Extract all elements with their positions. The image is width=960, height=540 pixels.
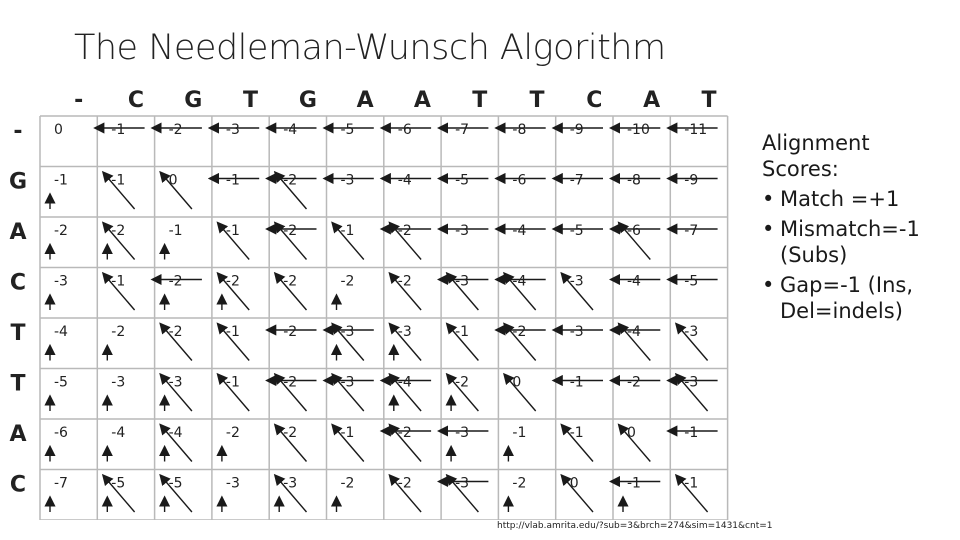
cell-value: -1: [455, 324, 470, 340]
cell-value: -7: [684, 223, 699, 239]
cell-value: -7: [455, 122, 470, 138]
cell-value: -5: [168, 475, 183, 492]
cell-value: -5: [54, 374, 68, 391]
cell-value: -5: [455, 172, 470, 189]
cell-value: -11: [684, 122, 708, 138]
alignment-scores-panel: [762, 130, 952, 324]
bullet-icon: •: [762, 273, 775, 297]
cell-value: -4: [512, 273, 527, 290]
cell-value: -1: [684, 425, 699, 441]
cell-value: 0: [168, 172, 178, 189]
cell-value: -3: [684, 324, 699, 340]
matrix-grid: [40, 116, 728, 520]
cell-value: -2: [111, 223, 126, 239]
score-list: [762, 186, 952, 324]
cell-value: -2: [397, 223, 412, 239]
cell-value: -2: [283, 273, 298, 290]
cell-value: -2: [225, 425, 240, 441]
cell-value: -5: [340, 122, 355, 138]
cell-value: -6: [627, 223, 641, 239]
cell-value: -3: [340, 172, 355, 189]
cell-value: -1: [111, 122, 126, 138]
cell-value: -2: [340, 475, 355, 492]
cell-value: -2: [283, 425, 298, 441]
cell-value: -3: [569, 324, 584, 340]
column-header: A: [356, 88, 374, 113]
cell-value: -1: [512, 425, 527, 441]
cell-value: -4: [512, 223, 527, 239]
alignment-matrix: [0, 80, 750, 520]
score-item-mismatch: [762, 216, 952, 268]
column-header: G: [184, 88, 203, 113]
cell-value: -1: [627, 475, 641, 492]
alignment-scores-heading: Alignment Scores:: [762, 131, 870, 181]
row-header: T: [10, 321, 26, 346]
cell-value: -4: [168, 425, 183, 441]
cell-value: 0: [627, 425, 636, 441]
column-header: T: [701, 88, 717, 113]
row-header: A: [9, 422, 27, 447]
cell-value: -2: [283, 374, 298, 391]
cell-value: -3: [340, 324, 355, 340]
cell-value: -1: [340, 425, 355, 441]
cell-value: -3: [569, 273, 584, 290]
row-header: G: [8, 169, 28, 195]
score-item-text: Mismatch=-1 (Subs): [780, 217, 920, 267]
column-header: T: [472, 88, 488, 113]
cell-value: -2: [512, 475, 527, 492]
cell-value: -2: [397, 273, 412, 290]
cell-value: -6: [54, 425, 68, 441]
cell-value: -2: [168, 273, 183, 290]
cell-value: -3: [455, 273, 470, 290]
cell-value: -4: [54, 324, 68, 340]
cell-value: -7: [569, 172, 584, 189]
cell-value: -3: [168, 374, 183, 391]
cell-value: -2: [283, 172, 298, 189]
cell-value: -3: [455, 425, 470, 441]
cell-value: -9: [569, 122, 584, 138]
row-header: A: [9, 220, 27, 245]
cell-value: -3: [283, 475, 298, 492]
cell-value: -5: [569, 223, 584, 239]
cell-value: -3: [455, 223, 470, 239]
row-header: T: [10, 371, 26, 397]
cell-value: -6: [512, 172, 527, 189]
bullet-icon: •: [762, 217, 775, 241]
cell-value: -2: [340, 273, 355, 290]
cell-value: 0: [54, 122, 63, 138]
cell-value: -1: [225, 172, 240, 189]
cell-value: -2: [54, 223, 68, 239]
cell-value: -5: [684, 273, 699, 290]
row-header: -: [13, 119, 23, 144]
cell-value: -8: [512, 122, 527, 138]
cell-value: -4: [627, 324, 641, 340]
cell-value: 0: [569, 475, 579, 492]
score-item-text: Match =+1: [780, 187, 900, 211]
column-header: T: [243, 88, 259, 113]
cell-value: -1: [225, 223, 240, 239]
row-header: C: [9, 270, 27, 296]
cell-value: -1: [225, 324, 240, 340]
cell-value: -2: [283, 324, 298, 340]
cell-value: -3: [225, 122, 240, 138]
cell-value: -1: [569, 374, 584, 391]
cell-value: -2: [168, 122, 183, 138]
cell-value: -4: [111, 425, 126, 441]
cell-value: -2: [397, 425, 412, 441]
slide-title: The Needleman-Wunsch Algorithm: [74, 28, 666, 68]
bullet-icon: •: [762, 187, 775, 211]
cell-value: -3: [54, 273, 68, 290]
cell-value: -2: [111, 324, 126, 340]
cell-value: -3: [397, 324, 412, 340]
alignment-matrix-svg: [0, 80, 750, 520]
cell-value: -2: [397, 475, 412, 492]
cell-value: -1: [684, 475, 699, 492]
cell-value: -1: [168, 223, 183, 239]
score-item-text: Gap=-1 (Ins, Del=indels): [780, 273, 913, 323]
cell-value: 0: [512, 374, 522, 391]
score-item-gap: [762, 272, 952, 324]
row-header: C: [9, 472, 27, 498]
column-header: A: [413, 88, 431, 113]
cell-value: -1: [54, 172, 68, 189]
cell-value: -2: [512, 324, 527, 340]
column-header: T: [529, 88, 545, 113]
cell-value: -8: [627, 172, 641, 189]
cell-value: -7: [54, 475, 68, 492]
score-item-match: [762, 186, 952, 212]
cell-value: -3: [684, 374, 699, 391]
cell-value: -4: [627, 273, 641, 290]
cell-value: -5: [111, 475, 126, 492]
cell-value: -2: [225, 273, 240, 290]
cell-value: -9: [684, 172, 699, 189]
cell-value: -3: [225, 475, 240, 492]
cell-value: -4: [283, 122, 298, 138]
column-header: C: [586, 88, 603, 113]
cell-value: -1: [111, 172, 126, 189]
column-header: C: [127, 88, 145, 113]
column-header: G: [298, 88, 317, 113]
cell-value: -1: [340, 223, 355, 239]
cell-value: -2: [283, 223, 298, 239]
column-header: -: [74, 88, 84, 113]
cell-value: -1: [225, 374, 240, 391]
cell-value: -2: [455, 374, 470, 391]
cell-value: -10: [627, 122, 650, 138]
cell-value: -4: [397, 374, 412, 391]
cell-value: -1: [111, 273, 126, 290]
source-url: http://vlab.amrita.edu/?sub=3&brch=274&sim=1431&cnt=1: [497, 521, 773, 531]
cell-value: -2: [168, 324, 183, 340]
cell-value: -3: [340, 374, 355, 391]
cell-value: -3: [111, 374, 126, 391]
cell-value: -2: [627, 374, 641, 391]
matrix-text: [9, 88, 716, 498]
cell-value: -1: [569, 425, 584, 441]
cell-value: -6: [397, 122, 412, 138]
cell-value: -4: [397, 172, 412, 189]
column-header: A: [643, 88, 661, 113]
cell-value: -3: [455, 475, 470, 492]
